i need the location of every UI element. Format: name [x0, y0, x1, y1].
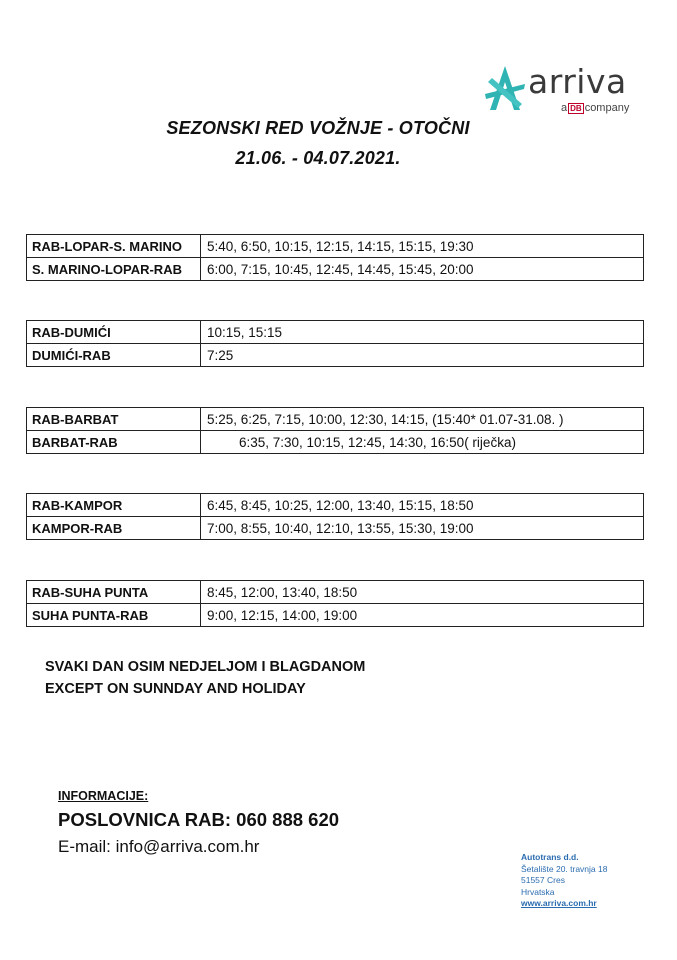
timetable-barbat — [26, 407, 644, 454]
page-title — [138, 118, 498, 169]
route-name: RAB-KAMPOR — [27, 494, 201, 517]
address-country: Hrvatska — [521, 886, 555, 897]
db-badge: DB — [570, 104, 582, 113]
departure-times: 10:15, 15:15 — [201, 321, 644, 344]
timetable-dumici — [26, 320, 644, 367]
timetable-suha-punta — [26, 580, 644, 627]
table-row — [27, 517, 644, 540]
service-notice — [45, 656, 365, 700]
timetable-kampor — [26, 493, 644, 540]
route-name: RAB-BARBAT — [27, 408, 201, 431]
departure-times: 8:45, 12:00, 13:40, 18:50 — [201, 581, 644, 604]
route-name: KAMPOR-RAB — [27, 517, 201, 540]
title-line-1: SEZONSKI RED VOŽNJE - OTOČNI — [166, 118, 470, 138]
office-phone: POSLOVNICA RAB: 060 888 620 — [58, 809, 340, 830]
company-name: Autotrans d.d. — [521, 852, 579, 862]
table-row — [27, 258, 644, 281]
departure-times: 6:35, 7:30, 10:15, 12:45, 14:30, 16:50( riječka) — [201, 431, 644, 454]
logo-subtitle: a DB company — [561, 102, 630, 114]
departure-times: 6:45, 8:45, 10:25, 12:00, 13:40, 15:15, 18:50 — [201, 494, 644, 517]
table-row — [27, 581, 644, 604]
address-city: 51557 Cres — [521, 875, 565, 885]
title-date-range: 21.06. - 04.07.2021. — [235, 148, 401, 168]
departure-times: 5:25, 6:25, 7:15, 10:00, 12:30, 14:15, (15:40* 01.07-31.08. ) — [201, 408, 644, 431]
website-link[interactable]: www.arriva.com.hr — [521, 898, 597, 908]
table-row — [27, 604, 644, 627]
table-row — [27, 321, 644, 344]
route-name: BARBAT-RAB — [27, 431, 201, 454]
route-name: RAB-DUMIĆI — [27, 321, 201, 344]
table-row — [27, 344, 644, 367]
notice-line-en: EXCEPT ON SUNNDAY AND HOLIDAY — [45, 681, 306, 697]
company-address — [521, 852, 607, 910]
route-name: RAB-LOPAR-S. MARINO — [27, 235, 201, 258]
arriva-logo — [482, 62, 647, 122]
info-label: INFORMACIJE: — [58, 789, 149, 803]
route-name: RAB-SUHA PUNTA — [27, 581, 201, 604]
timetable-lopar — [26, 234, 644, 281]
route-name: SUHA PUNTA-RAB — [27, 604, 201, 627]
route-name: DUMIĆI-RAB — [27, 344, 201, 367]
contact-info — [58, 789, 339, 857]
table-row — [27, 431, 644, 454]
departure-times: 6:00, 7:15, 10:45, 12:45, 14:45, 15:45, 20:00 — [201, 258, 644, 281]
logo-wordmark: arriva — [528, 62, 627, 101]
table-row — [27, 408, 644, 431]
contact-email: E-mail: info@arriva.com.hr — [58, 837, 260, 856]
departure-times: 9:00, 12:15, 14:00, 19:00 — [201, 604, 644, 627]
table-row — [27, 494, 644, 517]
departure-times: 7:25 — [201, 344, 644, 367]
notice-line-hr: SVAKI DAN OSIM NEDJELJOM I BLAGDANOM — [45, 659, 366, 675]
departure-times: 7:00, 8:55, 10:40, 12:10, 13:55, 15:30, 19:00 — [201, 517, 644, 540]
departure-times: 5:40, 6:50, 10:15, 12:15, 14:15, 15:15, 19:30 — [201, 235, 644, 258]
address-street: Šetalište 20. travnja 18 — [521, 863, 608, 874]
arriva-logo-icon — [482, 64, 528, 114]
table-row — [27, 235, 644, 258]
route-name: S. MARINO-LOPAR-RAB — [27, 258, 201, 281]
